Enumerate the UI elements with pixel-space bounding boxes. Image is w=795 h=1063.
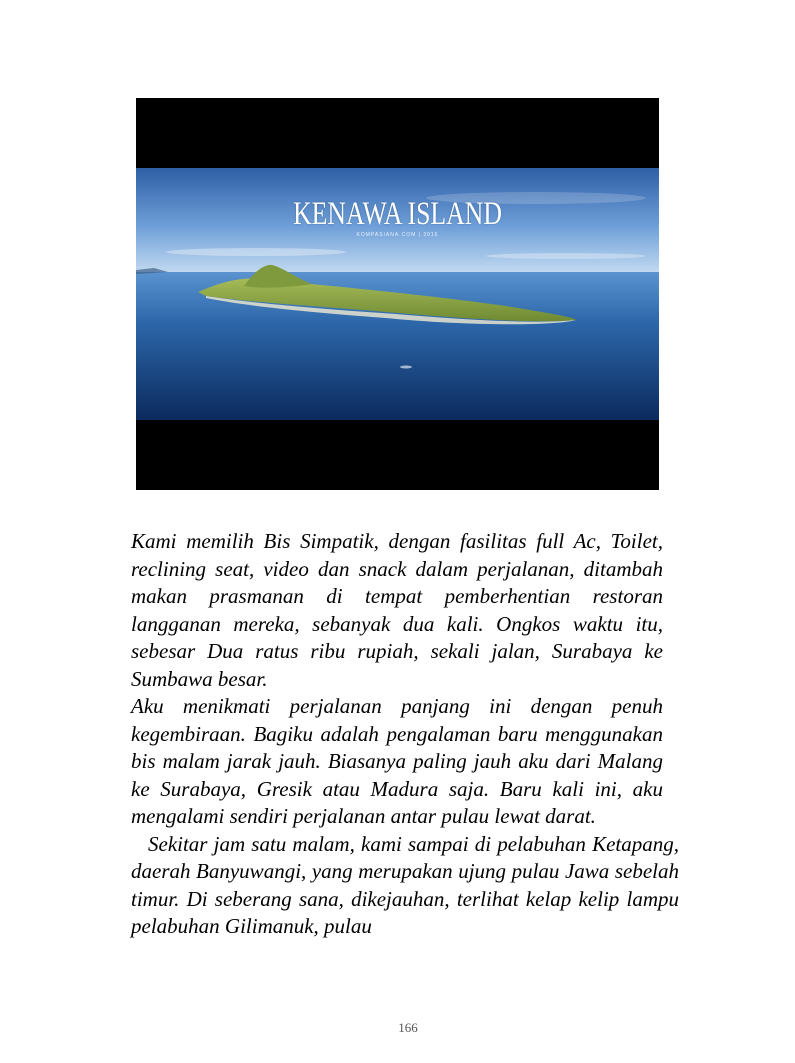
paragraph-2: Aku menikmati perjalanan panjang ini dengan penuh kegembiraan. Bagiku adalah pengalaman baru menggunakan bis malam jarak jauh. Biasanya paling jauh aku dari Malang ke Surabaya, Gresik atau Madura saja. Baru kali ini, aku mengalami sendiri perjalanan antar pulau lewat darat. bbox=[131, 694, 663, 828]
photo-subtitle: KOMPASIANA.COM | 2016 bbox=[356, 232, 439, 238]
photo-title: KENAWA ISLAND bbox=[293, 196, 502, 232]
paragraph-1: Kami memilih Bis Simpatik, dengan fasilitas full Ac, Toilet, reclining seat, video dan snack dalam perjalanan, ditambah makan prasmanan di tempat pemberhentian restoran langganan mereka, sebanyak dua kali. Ongkos waktu itu, sebesar Dua ratus ribu rupiah, sekali jalan, Surabaya ke Sumbawa besar. bbox=[131, 529, 663, 691]
island-photo bbox=[136, 98, 659, 490]
paragraph-3: Sekitar jam satu malam, kami sampai di pelabuhan Ketapang, daerah Banyuwangi, yang merupakan ujung pulau Jawa sebelah timur. Di seberang sana, dikejauhan, terlihat kelap kelip lampu pelabuhan Gilimanuk, pulau bbox=[131, 831, 679, 938]
page-number: 166 bbox=[398, 1020, 418, 1035]
body-text bbox=[131, 528, 679, 941]
